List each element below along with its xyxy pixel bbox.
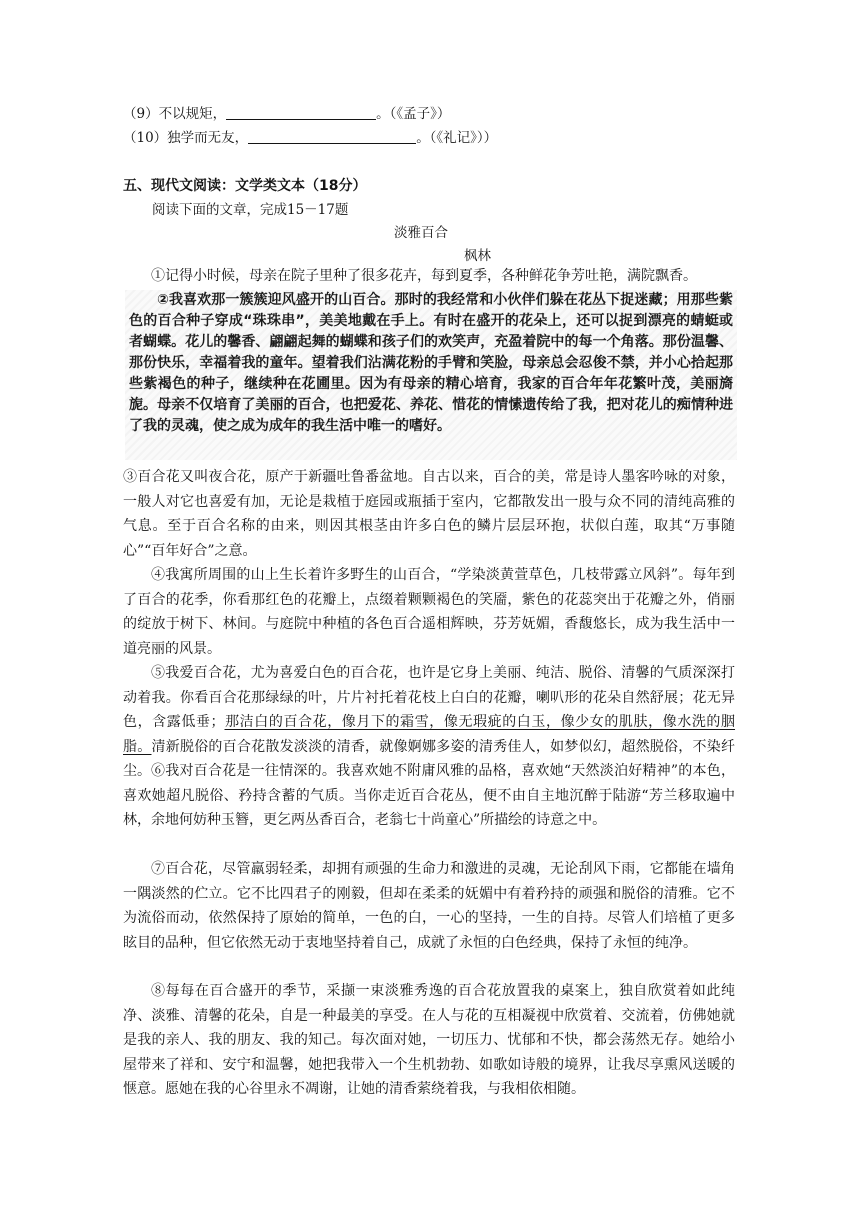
paragraph-4: ④我寓所周围的山上生长着许多野生的山百合，“学染淡黄萱草色，几枝带露立风斜”。每年到了百合的花季，你看那红色的花瓣上，点缀着颗颗褐色的笑靥，紫色的花蕊突出于花瓣之外，俏丽的绽放于树下、林间。与庭院中种植的各色百合遥相辉映，芬芳妩媚，香馥悠长，成为我生活中一道亮丽的风景。 [123, 567, 735, 657]
article-author: 枫林 [464, 248, 491, 264]
paragraph-7: ⑦百合花，尽管羸弱轻柔，却拥有顽强的生命力和激进的灵魂，无论刮风下雨，它都能在墙角一隅淡然的伫立。它不比四君子的刚毅，但却在柔柔的妩媚中有着矜持的顽强和脱俗的清雅。它不为流俗而动，依然保持了原始的简单，一色的白，一心的坚持，一生的自持。尽管人们培植了更多眩目的品种，但它依然无动于衷地坚持着自己，成就了永恒的白色经典，保持了永恒的纯净。 [123, 861, 735, 951]
reading-instruction: 阅读下面的文章，完成15－17题 [152, 202, 349, 218]
paragraph-5-after: 清新脱俗的百合花散发淡淡的清香，就像婀娜多姿的清秀佳人，如梦似幻，超然脱俗，不染纤尘。 [123, 738, 736, 779]
fill-item-10-prefix: （10）独学而无友， [123, 130, 249, 146]
fill-item-9-suffix: 。（《孟子》） [376, 106, 451, 122]
paragraph-2-scanned: ②我喜欢那一簇簇迎风盛开的山百合。那时的我经常和小伙伴们躲在花丛下捉迷藏；用那些紫色的百合种子穿成“珠珠串”，美美地戴在手上。有时在盛开的花朵上，还可以捉到漂亮的蜻蜓或者蝴蝶。花儿的馨香、翩翩起舞的蝴蝶和孩子们的欢笑声，充盈着院中的每一个角落。那份温馨、那份快乐，幸福着我的童年。望着我们沾满花粉的手臂和笑脸，母亲总会忍俊不禁，并小心拾起那些紫褐色的种子，继续种在花圃里。因为有母亲的精心培育，我家的百合年年花繁叶茂，美丽旖旎。母亲不仅培育了美丽的百合，也把爱花、养花、惜花的情愫遗传给了我，把对花儿的痴情种进了我的灵魂，使之成为成年的我生活中唯一的嗜好。 [125, 290, 737, 460]
fill-item-10-suffix: 。（《礼记》）） [416, 130, 498, 146]
paragraph-3: ③百合花又叫夜合花，原产于新疆吐鲁番盆地。自古以来，百合的美，常是诗人墨客吟咏的对象，一般人对它也喜爱有加，无论是栽植于庭园或瓶插于室内，它都散发出一股与众不同的清纯高雅的气息。至于百合名称的由来，则因其根茎由许多白色的鳞片层层环抱，状似白莲，取其“万事随心”“百年好合”之意。 [123, 469, 735, 559]
answer-blank-9[interactable] [226, 105, 376, 120]
section-heading: 五、现代文阅读：文学类文本（18分） [123, 178, 367, 194]
paragraph-8: ⑧每每在百合盛开的季节，采撷一束淡雅秀逸的百合花放置我的桌案上，独自欣赏着如此纯净、淡雅、清馨的花朵，自是一种最美的享受。在人与花的互相凝视中欣赏着、交流着，仿佛她就是我的亲人、我的朋友、我的知己。每次面对她，一切压力、忧郁和不快，都会荡然无存。她给小屋带来了祥和、安宁和温馨，她把我带入一个生机勃勃、如歌如诗般的境界，让我尽享熏风送暖的惬意。愿她在我的心谷里永不凋谢，让她的清香萦绕着我，与我相依相随。 [123, 983, 735, 1097]
underlined-sentence: 那洁白的百合花，像月下的霜雪，像无瑕疵的白玉，像少女的肌肤，像水洗的胭脂。 [123, 714, 736, 755]
fill-item-10 [123, 127, 497, 149]
fill-item-9-prefix: （9）不以规矩， [123, 106, 227, 122]
article-title: 淡雅百合 [394, 225, 448, 241]
paragraph-5-before: ⑤我爱百合花，尤为喜爱白色的百合花，也许是它身上美丽、纯洁、脱俗、清馨的气质深深打动着我。你看百合花那绿绿的叶，片片衬托着花枝上白白的花瓣，喇叭形的花朵自然舒展；花无异色，含露低垂； [123, 665, 735, 730]
fill-item-9 [123, 103, 450, 125]
paragraph-6: ⑥我对百合花是一往情深的。我喜欢她不附庸风雅的品格，喜欢她“天然淡泊好精神”的本色，喜欢她超凡脱俗、矜持含蓄的气质。当你走近百合花丛，便不由自主地沉醉于陆游“芳兰移取遍中林，余地何妨种玉簪，更乞两丛香百合，老翁七十尚童心”所描绘的诗意之中。 [123, 763, 735, 828]
answer-blank-10[interactable] [248, 129, 416, 144]
paragraph-1: ①记得小时候，母亲在院子里种了很多花卉，每到夏季，各种鲜花争芳吐艳，满院飘香。 [151, 268, 697, 284]
